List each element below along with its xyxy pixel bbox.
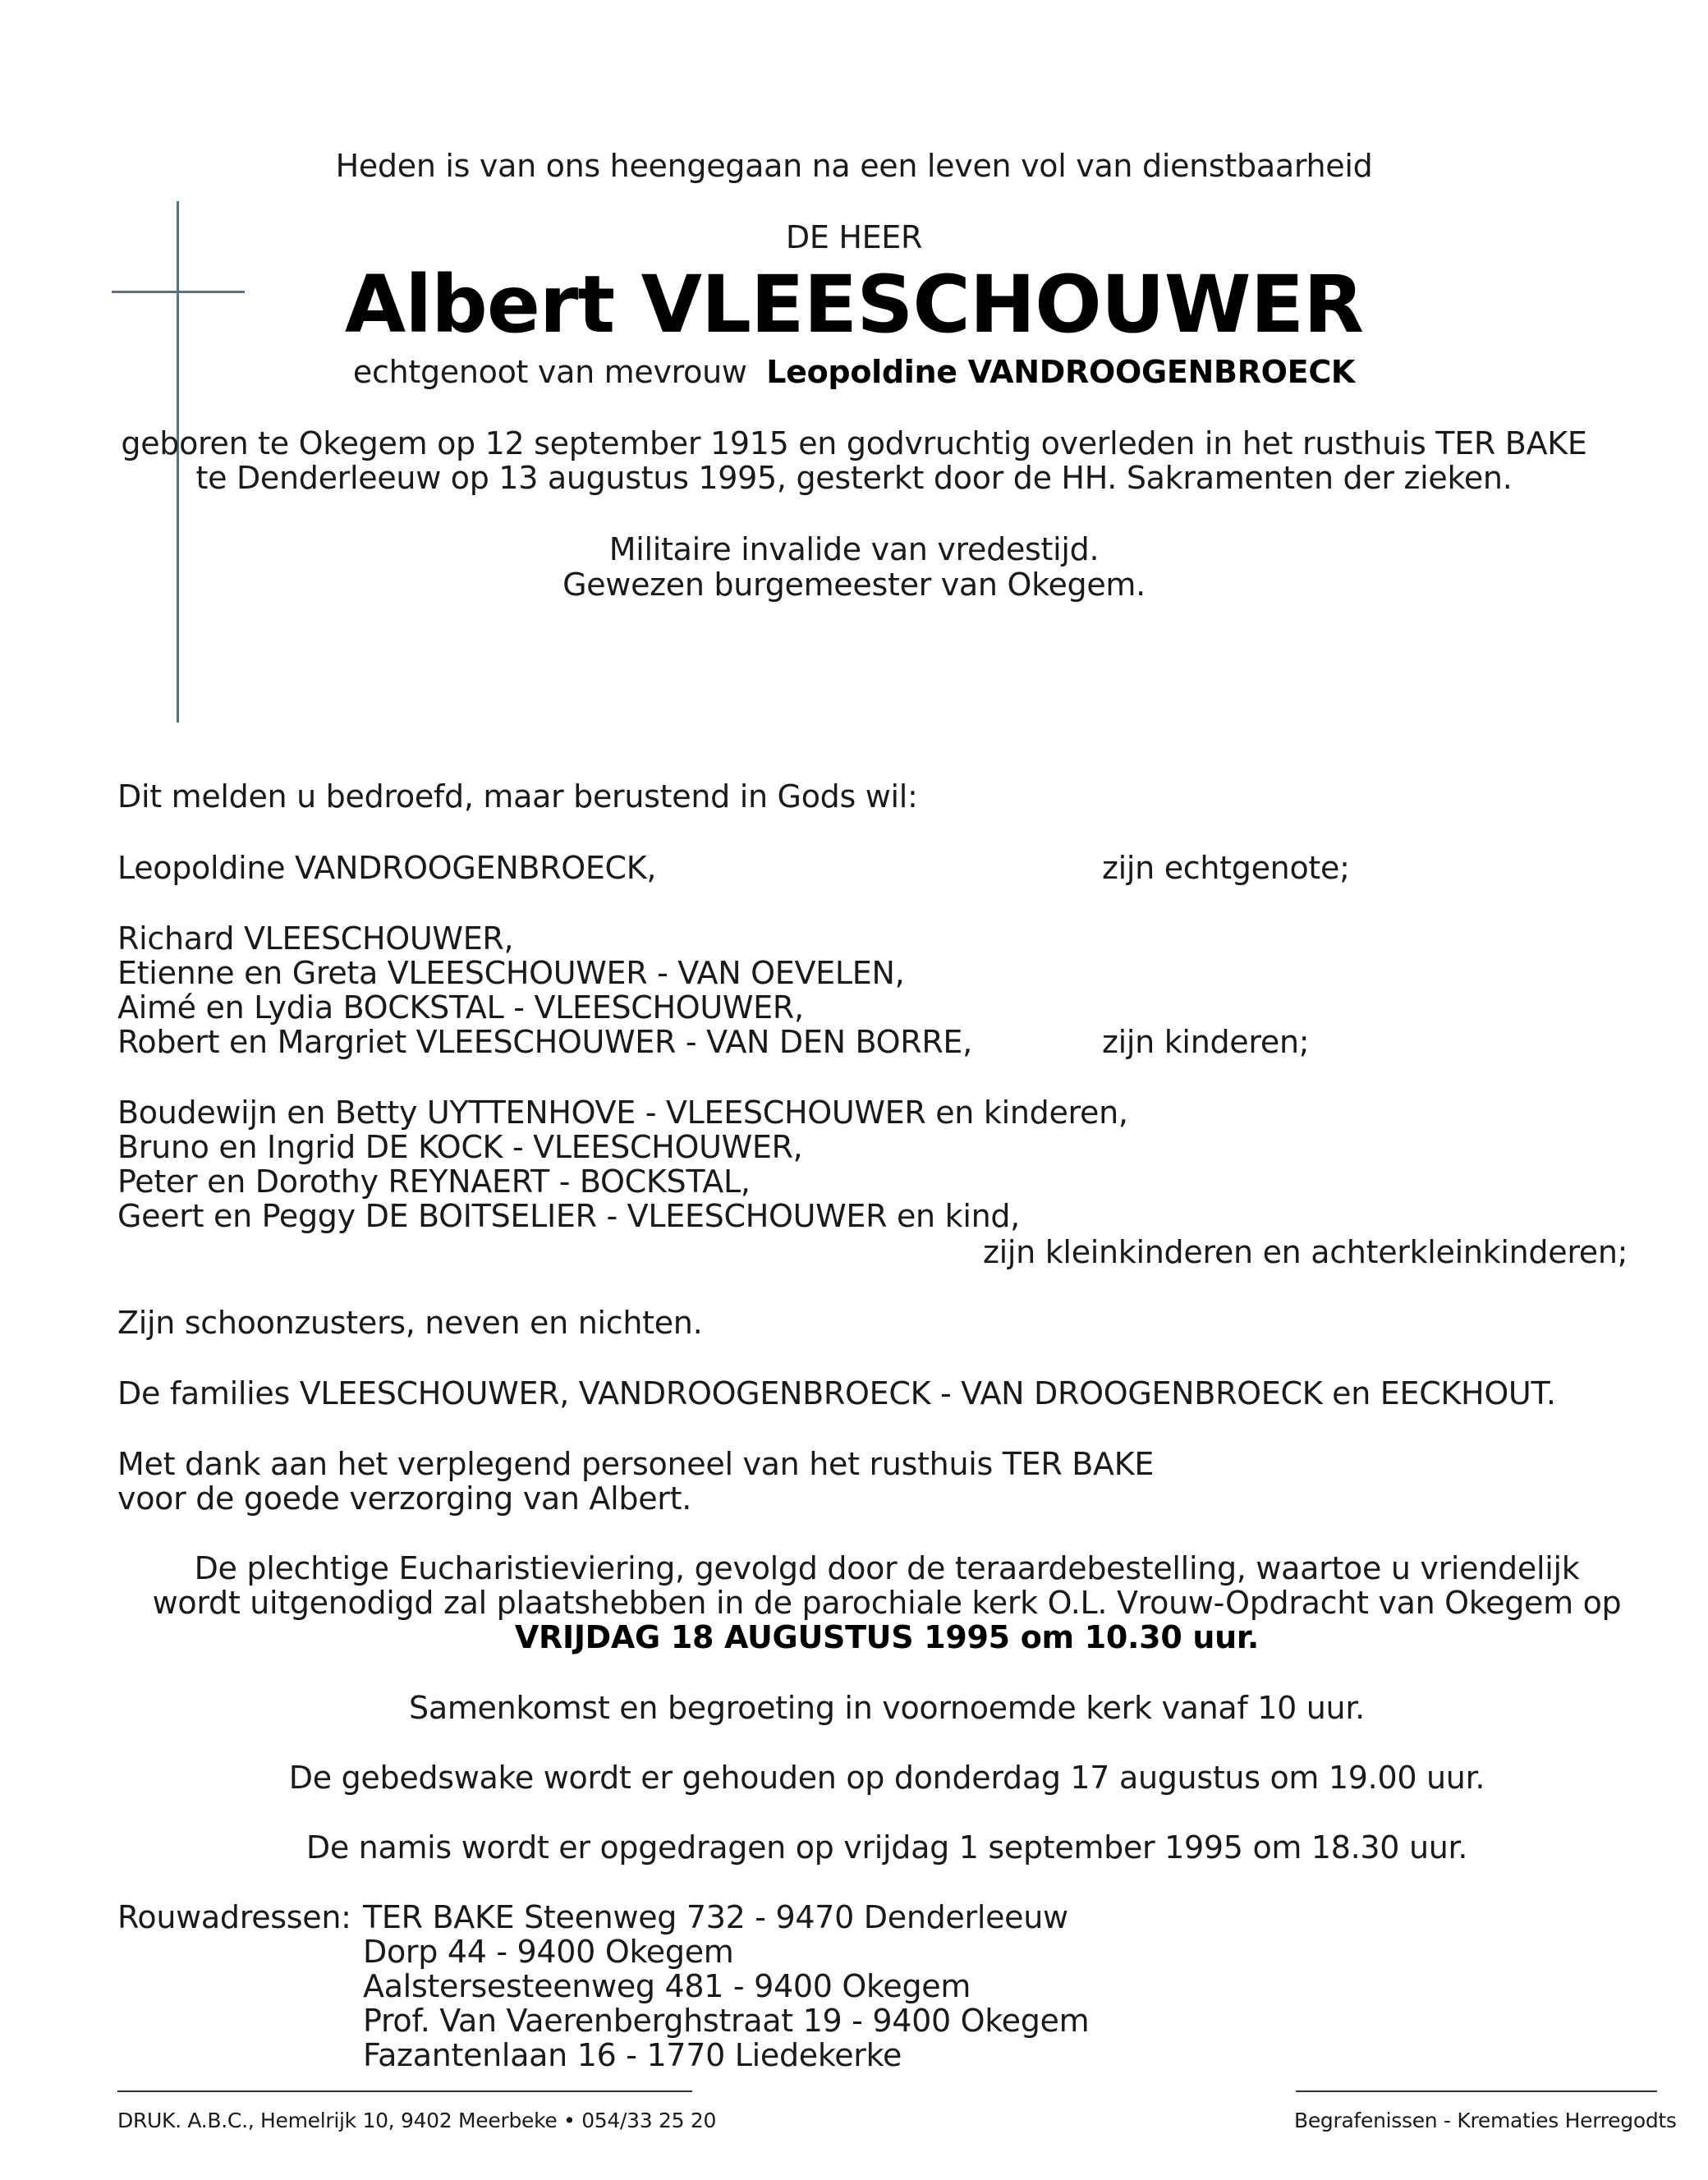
service-date: VRIJDAG 18 AUGUSTUS 1995 om 10.30 uur. — [514, 1619, 1260, 1655]
address-line: Prof. Van Vaerenberghstraat 19 - 9400 Okegem — [363, 2003, 1090, 2039]
inlaws-text: Zijn schoonzusters, neven en nichten. — [117, 1305, 703, 1341]
spouse-role: zijn echtgenote; — [1102, 850, 1350, 886]
spouse-entry: Leopoldine VANDROOGENBROECK, — [117, 850, 657, 886]
child-entry: Etienne en Greta VLEESCHOUWER - VAN OEVELEN, — [117, 955, 905, 991]
address-line: Dorp 44 - 9400 Okegem — [363, 1934, 734, 1970]
service-line-1: De plechtige Eucharistieviering, gevolgd door de teraardebestelling, waartoe u vriendelijk — [194, 1550, 1580, 1586]
child-entry: Aimé en Lydia BOCKSTAL - VLEESCHOUWER, — [117, 989, 804, 1026]
family-intro: Dit melden u bedroefd, maar berustend in Gods wil: — [117, 778, 918, 815]
child-entry: Robert en Margriet VLEESCHOUWER - VAN DEN BORRE, — [117, 1024, 972, 1060]
footer-rule-left — [117, 2091, 692, 2092]
undertaker-credit: Begrafenissen - Krematies Herregodts — [1294, 2109, 1677, 2132]
bio-note-2: Gewezen burgemeester van Okegem. — [562, 567, 1146, 603]
families-text: De families VLEESCHOUWER, VANDROOGENBROECK - VAN DROOGENBROECK en EECKHOUT. — [117, 1375, 1556, 1411]
grandchildren-role: zijn kleinkinderen en achterkleinkinderen; — [983, 1234, 1628, 1270]
address-line: Fazantenlaan 16 - 1770 Liedekerke — [363, 2037, 902, 2073]
bio-line-1: geboren te Okegem op 12 september 1915 en godvruchtig overleden in het rusthuis TER BAKE — [121, 425, 1587, 461]
printer-credit: DRUK. A.B.C., Hemelrijk 10, 9402 Meerbeke • 054/33 25 20 — [117, 2109, 717, 2132]
deceased-name: Albert VLEESCHOUWER — [344, 259, 1364, 351]
footer-rule-right — [1296, 2091, 1657, 2092]
intro-text: Heden is van ons heengegaan na een leven vol van dienstbaarheid — [335, 148, 1373, 184]
child-entry: Richard VLEESCHOUWER, — [117, 920, 514, 957]
children-role: zijn kinderen; — [1102, 1024, 1310, 1060]
bio-line-2: te Denderleeuw op 13 augustus 1995, gesterkt door de HH. Sakramenten der zieken. — [195, 460, 1513, 496]
mass-text: De namis wordt er opgedragen op vrijdag 1 september 1995 om 18.30 uur. — [305, 1829, 1468, 1866]
address-line: TER BAKE Steenweg 732 - 9470 Denderleeuw — [363, 1899, 1068, 1935]
addresses-label: Rouwadressen: — [117, 1899, 351, 1935]
service-line-2: wordt uitgenodigd zal plaatshebben in de parochiale kerk O.L. Vrouw-Opdracht van Okegem op — [152, 1585, 1622, 1621]
grandchild-entry: Geert en Peggy DE BOITSELIER - VLEESCHOUWER en kind, — [117, 1198, 1020, 1234]
gathering-text: Samenkomst en begroeting in voornoemde kerk vanaf 10 uur. — [409, 1690, 1365, 1726]
grandchild-entry: Peter en Dorothy REYNAERT - BOCKSTAL, — [117, 1163, 751, 1200]
thanks-line-1: Met dank aan het verplegend personeel van het rusthuis TER BAKE — [117, 1446, 1155, 1482]
spouse-name: Leopoldine VANDROOGENBROECK — [766, 354, 1356, 390]
bio-note-1: Militaire invalide van vredestijd. — [608, 531, 1100, 567]
spouse-line — [0, 356, 1708, 388]
vigil-text: De gebedswake wordt er gehouden op donderdag 17 augustus om 19.00 uur. — [288, 1760, 1485, 1796]
spouse-prefix: echtgenoot van mevrouw — [352, 354, 747, 390]
address-line: Aalstersesteenweg 481 - 9400 Okegem — [363, 1968, 971, 2004]
thanks-line-2: voor de goede verzorging van Albert. — [117, 1480, 691, 1517]
grandchild-entry: Bruno en Ingrid DE KOCK - VLEESCHOUWER, — [117, 1129, 803, 1165]
title-text: DE HEER — [785, 219, 923, 255]
grandchild-entry: Boudewijn en Betty UYTTENHOVE - VLEESCHOUWER en kinderen, — [117, 1095, 1128, 1131]
